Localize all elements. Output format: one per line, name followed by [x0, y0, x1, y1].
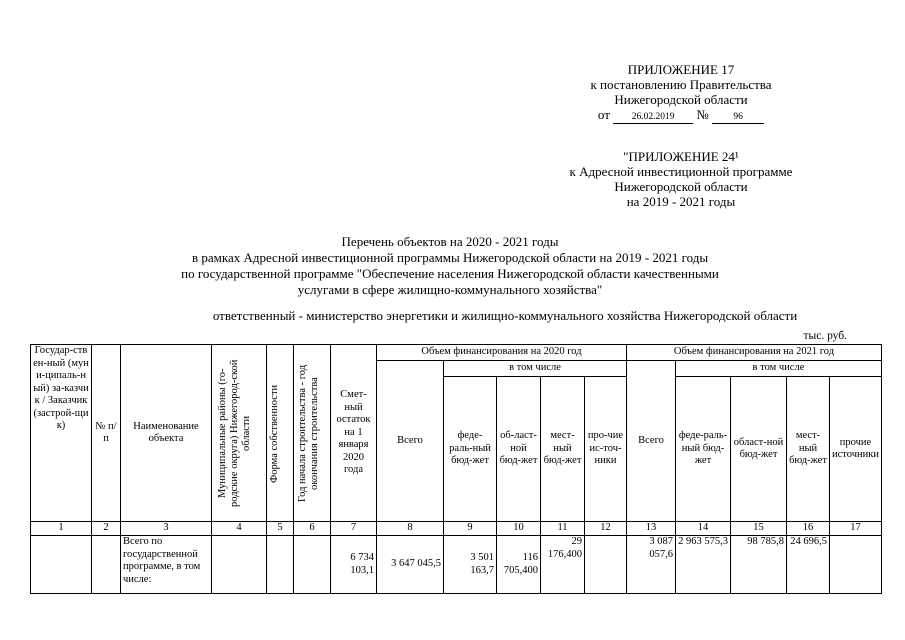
col-number: 1	[31, 522, 92, 536]
col-number: 8	[377, 522, 444, 536]
col-number: 9	[444, 522, 497, 536]
heading-line5: ответственный - министерство энергетики и жилищно-коммунального хозяйства Нижегородской области	[212, 308, 798, 323]
cell-years	[294, 536, 331, 594]
cell-estimate: 6 734 103,1	[331, 536, 377, 594]
cell-regional-2020: 116 705,400	[497, 536, 541, 594]
col-number: 2	[92, 522, 121, 536]
cell-total-2020: 3 647 045,5	[377, 536, 444, 594]
header-years-text: Год начала строительства - год окончания строительства	[297, 364, 320, 502]
col-number: 12	[585, 522, 627, 536]
column-numbers-row	[31, 522, 882, 536]
heading-line1: Перечень объектов на 2020 - 2021 годы	[341, 234, 559, 249]
header-local-2021: мест-ный бюд-жет	[787, 377, 830, 522]
col-number: 3	[121, 522, 212, 536]
cell-local-2020: 29 176,400	[541, 536, 585, 594]
col-number: 10	[497, 522, 541, 536]
cell-federal-2020: 3 501 163,7	[444, 536, 497, 594]
header-fin2021: Объем финансирования на 2021 год	[627, 345, 882, 361]
heading-responsible	[160, 308, 850, 324]
col-number: 13	[627, 522, 676, 536]
cell-customer	[31, 536, 92, 594]
header-other-2021: прочие источники	[830, 377, 882, 522]
appendix2-line4: на 2019 - 2021 годы	[626, 194, 736, 209]
header-regional-2021: област-ной бюд-жет	[731, 377, 787, 522]
header-local-2020: мест-ный бюд-жет	[541, 377, 585, 522]
appendix-title: ПРИЛОЖЕНИЕ 17	[627, 62, 735, 77]
appendix2-title: "ПРИЛОЖЕНИЕ 24¹	[623, 149, 739, 164]
header-name: Наименование объекта	[121, 345, 212, 522]
cell-local-2021: 24 696,5	[787, 536, 830, 594]
col-number: 15	[731, 522, 787, 536]
header-regional-2020: об-ласт-ной бюд-жет	[497, 377, 541, 522]
col-number: 11	[541, 522, 585, 536]
header-other-2020: про-чие ис-точ-ники	[585, 377, 627, 522]
header-num: № п/п	[92, 345, 121, 522]
cell-ownership	[267, 536, 294, 594]
heading	[130, 234, 770, 298]
header-ownership-text: Форма собственности	[269, 383, 280, 483]
col-number: 6	[294, 522, 331, 536]
header-ownership	[267, 345, 294, 522]
cell-total-2021: 3 087 057,6	[627, 536, 676, 594]
header-total-2020: Всего	[377, 361, 444, 522]
heading-line2: в рамках Адресной инвестиционной программы Нижегородской области на 2019 - 2021 годы	[191, 250, 709, 265]
appendix-date-line	[570, 107, 792, 124]
heading-line4: услугами в сфере жилищно-коммунального хозяйства"	[297, 282, 603, 297]
date-prefix: от	[597, 107, 610, 122]
header-district-text: Муниципальные районы (го-родские округа) Нижегород-ской области	[217, 359, 252, 507]
col-number: 5	[267, 522, 294, 536]
col-number: 14	[676, 522, 731, 536]
appendix-date: 26.02.2019	[613, 111, 693, 124]
cell-other-2020	[585, 536, 627, 594]
heading-line3: по государственной программе "Обеспечение населения Нижегородской области качественными	[181, 266, 719, 281]
header-fin2020: Объем финансирования на 2020 год	[377, 345, 627, 361]
col-number: 17	[830, 522, 882, 536]
appendix-line2: к постановлению Правительства	[590, 77, 772, 92]
cell-federal-2021: 2 963 575,3	[676, 536, 731, 594]
cell-other-2021	[830, 536, 882, 594]
col-number: 7	[331, 522, 377, 536]
cell-regional-2021: 98 785,8	[731, 536, 787, 594]
appendix-block	[570, 62, 792, 124]
appendix2-block	[560, 149, 802, 209]
header-estimate: Смет-ный остаток на 1 января 2020 года	[331, 345, 377, 522]
header-federal-2021: феде-раль-ный бюд-жет	[676, 377, 731, 522]
appendix-line3: Нижегородской области	[614, 92, 748, 107]
header-customer: Государ-ствен-ный (муни-ципаль-ный) за-казчик / Заказчик (застрой-щик)	[31, 345, 92, 522]
number-prefix: №	[696, 107, 709, 122]
cell-name: Всего по государственной программе, в том числе:	[121, 536, 212, 594]
appendix-number: 96	[712, 111, 764, 124]
header-district	[212, 345, 267, 522]
header-incl-2021: в том числе	[676, 361, 882, 377]
cell-num	[92, 536, 121, 594]
header-incl-2020: в том числе	[444, 361, 627, 377]
header-total-2021: Всего	[627, 361, 676, 522]
col-number: 4	[212, 522, 267, 536]
col-number: 16	[787, 522, 830, 536]
table-row	[31, 536, 882, 594]
objects-table	[30, 344, 882, 594]
header-years	[294, 345, 331, 522]
units-label: тыс. руб.	[803, 330, 847, 342]
appendix2-line2: к Адресной инвестиционной программе	[569, 164, 793, 179]
cell-district	[212, 536, 267, 594]
header-federal-2020: феде-раль-ный бюд-жет	[444, 377, 497, 522]
appendix2-line3: Нижегородской области	[614, 179, 748, 194]
